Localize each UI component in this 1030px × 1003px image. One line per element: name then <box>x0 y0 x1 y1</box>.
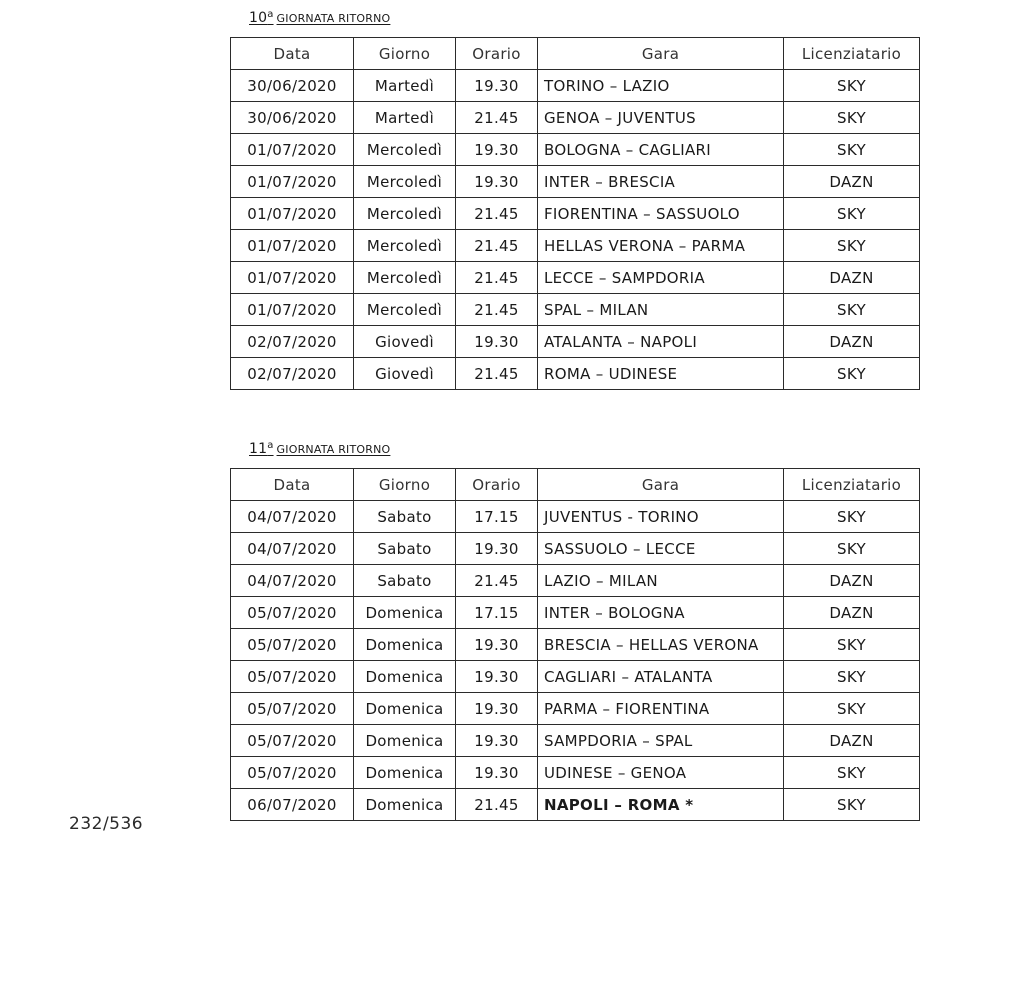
cell-gara: HELLAS VERONA – PARMA <box>538 230 784 262</box>
cell-giorno: Domenica <box>354 597 456 629</box>
table-row <box>231 757 920 789</box>
cell-licenziatario: SKY <box>784 533 920 565</box>
cell-orario: 19.30 <box>456 533 538 565</box>
cell-gara: NAPOLI – ROMA * <box>538 789 784 821</box>
cell-data: 04/07/2020 <box>231 565 354 597</box>
cell-licenziatario: SKY <box>784 102 920 134</box>
cell-giorno: Mercoledì <box>354 294 456 326</box>
cell-licenziatario: DAZN <box>784 262 920 294</box>
cell-licenziatario: SKY <box>784 230 920 262</box>
cell-data: 01/07/2020 <box>231 294 354 326</box>
cell-giorno: Giovedì <box>354 326 456 358</box>
cell-licenziatario: SKY <box>784 70 920 102</box>
column-header-gara: Gara <box>538 469 784 501</box>
cell-data: 02/07/2020 <box>231 358 354 390</box>
cell-giorno: Mercoledì <box>354 198 456 230</box>
cell-data: 06/07/2020 <box>231 789 354 821</box>
cell-gara: ROMA – UDINESE <box>538 358 784 390</box>
cell-gara: FIORENTINA – SASSUOLO <box>538 198 784 230</box>
cell-gara: TORINO – LAZIO <box>538 70 784 102</box>
cell-data: 30/06/2020 <box>231 70 354 102</box>
cell-orario: 19.30 <box>456 326 538 358</box>
cell-orario: 21.45 <box>456 262 538 294</box>
cell-gara: JUVENTUS - TORINO <box>538 501 784 533</box>
column-header-giorno: Giorno <box>354 469 456 501</box>
cell-giorno: Giovedì <box>354 358 456 390</box>
table-row <box>231 294 920 326</box>
column-header-licenziatario: Licenziatario <box>784 38 920 70</box>
cell-orario: 19.30 <box>456 629 538 661</box>
table-row <box>231 629 920 661</box>
cell-orario: 21.45 <box>456 789 538 821</box>
cell-data: 01/07/2020 <box>231 166 354 198</box>
cell-gara: SASSUOLO – LECCE <box>538 533 784 565</box>
cell-gara: SPAL – MILAN <box>538 294 784 326</box>
cell-orario: 17.15 <box>456 597 538 629</box>
cell-licenziatario: SKY <box>784 629 920 661</box>
cell-orario: 21.45 <box>456 358 538 390</box>
cell-data: 05/07/2020 <box>231 629 354 661</box>
cell-giorno: Sabato <box>354 501 456 533</box>
cell-licenziatario: SKY <box>784 693 920 725</box>
cell-orario: 21.45 <box>456 102 538 134</box>
cell-giorno: Mercoledì <box>354 134 456 166</box>
cell-licenziatario: SKY <box>784 198 920 230</box>
cell-gara: GENOA – JUVENTUS <box>538 102 784 134</box>
table-row <box>231 597 920 629</box>
cell-orario: 19.30 <box>456 661 538 693</box>
cell-licenziatario: SKY <box>784 757 920 789</box>
section-title-11-giornata: 11$^a$ GIORNATA RITORNO <box>249 440 391 457</box>
cell-gara: ATALANTA – NAPOLI <box>538 326 784 358</box>
cell-licenziatario: DAZN <box>784 725 920 757</box>
cell-data: 05/07/2020 <box>231 757 354 789</box>
table-row <box>231 789 920 821</box>
cell-giorno: Domenica <box>354 661 456 693</box>
page-number: 232/536 <box>69 814 144 834</box>
table-row <box>231 70 920 102</box>
cell-gara: PARMA – FIORENTINA <box>538 693 784 725</box>
cell-giorno: Sabato <box>354 565 456 597</box>
cell-gara: CAGLIARI – ATALANTA <box>538 661 784 693</box>
cell-data: 01/07/2020 <box>231 198 354 230</box>
table-row <box>231 198 920 230</box>
cell-giorno: Domenica <box>354 629 456 661</box>
cell-gara: SAMPDORIA – SPAL <box>538 725 784 757</box>
column-header-orario: Orario <box>456 38 538 70</box>
cell-orario: 19.30 <box>456 757 538 789</box>
cell-orario: 19.30 <box>456 134 538 166</box>
table-header-row <box>231 38 920 70</box>
cell-licenziatario: SKY <box>784 501 920 533</box>
cell-gara: INTER – BRESCIA <box>538 166 784 198</box>
cell-orario: 21.45 <box>456 230 538 262</box>
table-row <box>231 533 920 565</box>
cell-giorno: Mercoledì <box>354 166 456 198</box>
cell-orario: 21.45 <box>456 198 538 230</box>
cell-data: 02/07/2020 <box>231 326 354 358</box>
cell-giorno: Mercoledì <box>354 262 456 294</box>
column-header-giorno: Giorno <box>354 38 456 70</box>
table-row <box>231 102 920 134</box>
cell-licenziatario: DAZN <box>784 597 920 629</box>
cell-giorno: Martedì <box>354 102 456 134</box>
column-header-data: Data <box>231 469 354 501</box>
cell-gara: BRESCIA – HELLAS VERONA <box>538 629 784 661</box>
cell-orario: 19.30 <box>456 70 538 102</box>
cell-data: 01/07/2020 <box>231 262 354 294</box>
cell-orario: 19.30 <box>456 166 538 198</box>
schedule-table-10-giornata <box>230 37 920 390</box>
table-body-10-giornata <box>231 70 920 390</box>
table-row <box>231 565 920 597</box>
cell-gara: LECCE – SAMPDORIA <box>538 262 784 294</box>
cell-gara: BOLOGNA – CAGLIARI <box>538 134 784 166</box>
table-row <box>231 358 920 390</box>
cell-giorno: Domenica <box>354 693 456 725</box>
cell-data: 05/07/2020 <box>231 661 354 693</box>
cell-licenziatario: SKY <box>784 789 920 821</box>
cell-licenziatario: SKY <box>784 294 920 326</box>
table-row <box>231 262 920 294</box>
schedule-table-11-giornata <box>230 468 920 821</box>
table-row <box>231 326 920 358</box>
table-row <box>231 134 920 166</box>
cell-orario: 19.30 <box>456 725 538 757</box>
cell-giorno: Domenica <box>354 757 456 789</box>
cell-licenziatario: DAZN <box>784 326 920 358</box>
column-header-orario: Orario <box>456 469 538 501</box>
table-row <box>231 725 920 757</box>
cell-data: 01/07/2020 <box>231 134 354 166</box>
table-row <box>231 501 920 533</box>
table-row <box>231 693 920 725</box>
cell-data: 05/07/2020 <box>231 693 354 725</box>
cell-data: 05/07/2020 <box>231 725 354 757</box>
cell-orario: 19.30 <box>456 693 538 725</box>
column-header-gara: Gara <box>538 38 784 70</box>
table-row <box>231 166 920 198</box>
cell-giorno: Mercoledì <box>354 230 456 262</box>
table-row <box>231 230 920 262</box>
cell-orario: 17.15 <box>456 501 538 533</box>
cell-licenziatario: DAZN <box>784 166 920 198</box>
table-body-11-giornata <box>231 501 920 821</box>
column-header-licenziatario: Licenziatario <box>784 469 920 501</box>
table-header-row <box>231 469 920 501</box>
cell-licenziatario: SKY <box>784 358 920 390</box>
cell-data: 04/07/2020 <box>231 501 354 533</box>
cell-orario: 21.45 <box>456 294 538 326</box>
cell-giorno: Martedì <box>354 70 456 102</box>
section-title-10-giornata: 10$^a$ GIORNATA RITORNO <box>249 9 391 26</box>
cell-licenziatario: SKY <box>784 134 920 166</box>
cell-data: 05/07/2020 <box>231 597 354 629</box>
cell-licenziatario: DAZN <box>784 565 920 597</box>
cell-licenziatario: SKY <box>784 661 920 693</box>
cell-giorno: Domenica <box>354 725 456 757</box>
cell-giorno: Sabato <box>354 533 456 565</box>
cell-gara: UDINESE – GENOA <box>538 757 784 789</box>
cell-data: 04/07/2020 <box>231 533 354 565</box>
cell-gara: LAZIO – MILAN <box>538 565 784 597</box>
table-row <box>231 661 920 693</box>
cell-data: 01/07/2020 <box>231 230 354 262</box>
column-header-data: Data <box>231 38 354 70</box>
cell-giorno: Domenica <box>354 789 456 821</box>
cell-data: 30/06/2020 <box>231 102 354 134</box>
cell-orario: 21.45 <box>456 565 538 597</box>
cell-gara: INTER – BOLOGNA <box>538 597 784 629</box>
